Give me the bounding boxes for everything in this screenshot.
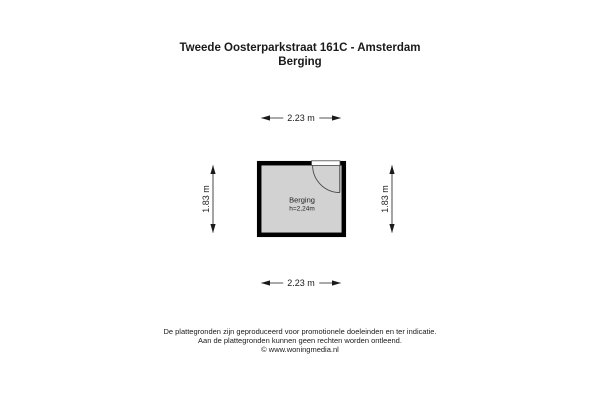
page-title-room: Berging xyxy=(278,56,322,68)
footer-disclaimer-line1: De plattegronden zijn geproduceerd voor promotionele doeleinden en ter indicatie. xyxy=(163,327,437,336)
dimension-label-right: 1.83 m xyxy=(380,182,390,216)
footer-disclaimer-line2: Aan de plattegronden kunnen geen rechten worden ontleend. xyxy=(198,336,402,345)
dimension-label-top: 2.23 m xyxy=(283,113,319,123)
dimension-label-bottom: 2.23 m xyxy=(283,278,319,288)
page-title-address: Tweede Oosterparkstraat 161C - Amsterdam xyxy=(179,42,421,54)
room-name-label: Berging xyxy=(289,195,315,205)
footer-credit: © www.woningmedia.nl xyxy=(261,345,339,354)
footer xyxy=(0,327,600,354)
dimension-label-left: 1.83 m xyxy=(201,182,211,216)
room-ceiling-height-label: h=2,24m xyxy=(289,205,315,213)
door-opening xyxy=(312,161,341,166)
